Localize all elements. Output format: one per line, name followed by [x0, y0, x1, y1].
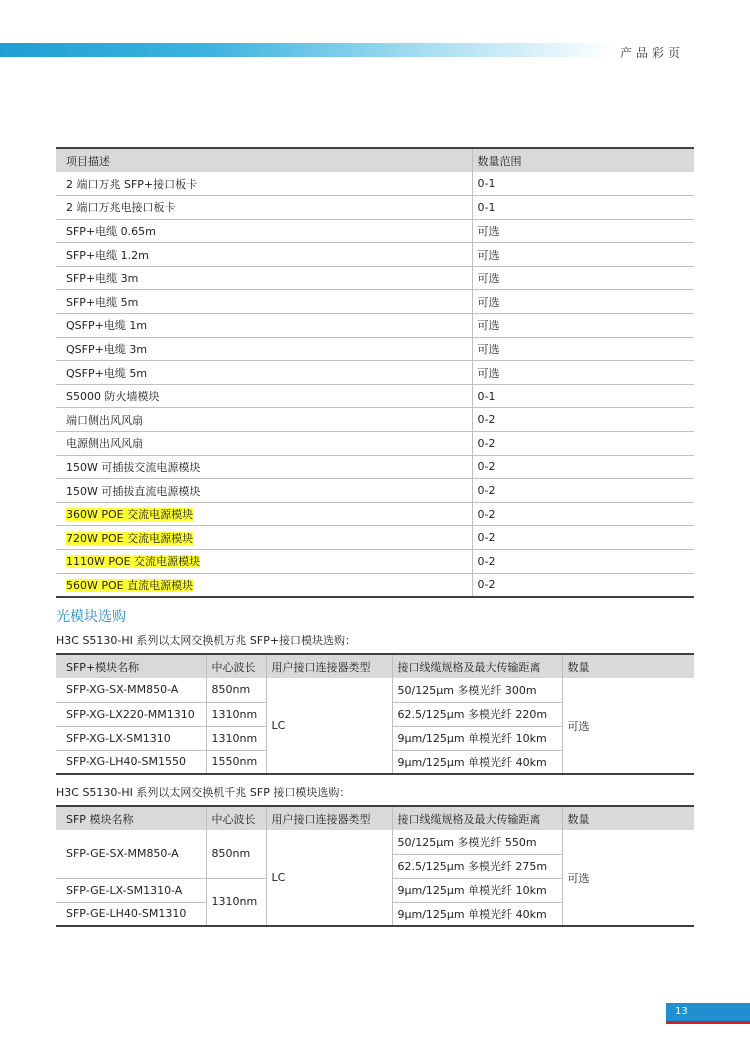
cable-spec: 50/125μm 多模光纤 550m: [392, 830, 562, 854]
item-quantity: 0-2: [477, 531, 496, 545]
header-gradient-bar: [0, 43, 615, 57]
table-row: [56, 830, 694, 854]
section-title-optical: 光模块选购: [56, 609, 126, 625]
cable-spec: 9μm/125μm 单模光纤 10km: [392, 878, 562, 902]
wavelength: 1550nm: [206, 750, 266, 774]
table-header-row: [56, 806, 694, 830]
item-description-text: 端口侧出风风扇: [66, 413, 143, 427]
table-header-row: [56, 148, 694, 172]
item-quantity: 可选: [477, 342, 500, 356]
cable-spec: 9μm/125μm 单模光纤 40km: [392, 902, 562, 926]
cable-spec: 62.5/125μm 多模光纤 275m: [392, 854, 562, 878]
item-description: [56, 526, 472, 550]
column-header-module: SFP 模块名称: [56, 806, 206, 830]
module-name: SFP-XG-SX-MM850-A: [56, 678, 206, 702]
module-name: SFP-XG-LX220-MM1310: [56, 702, 206, 726]
item-description-text: 电源侧出风风扇: [66, 437, 143, 451]
item-description: [56, 432, 472, 456]
item-description-text: SFP+电缆 3m: [66, 272, 139, 286]
item-description: [56, 408, 472, 432]
item-description: [56, 384, 472, 408]
item-quantity: 0-2: [477, 554, 496, 568]
wavelength: 1310nm: [206, 702, 266, 726]
item-quantity: 可选: [477, 272, 500, 286]
item-quantity: 0-1: [477, 389, 496, 403]
sfp-module-table: [56, 805, 694, 927]
table-row: [56, 337, 694, 361]
item-quantity: 0-2: [477, 413, 496, 427]
module-name: SFP-XG-LX-SM1310: [56, 726, 206, 750]
table-row: [56, 172, 694, 196]
item-description: [56, 266, 472, 290]
item-description-text: QSFP+电缆 1m: [66, 319, 148, 333]
item-quantity: 0-2: [477, 460, 496, 474]
wavelength: 850nm: [206, 678, 266, 702]
item-description: [56, 243, 472, 267]
table-row: [56, 243, 694, 267]
item-description-text: S5000 防火墙模块: [66, 390, 160, 404]
cable-spec: 62.5/125μm 多模光纤 220m: [392, 702, 562, 726]
item-quantity: 可选: [477, 319, 500, 333]
column-header-description: 项目描述: [56, 148, 472, 172]
module-name: SFP-XG-LH40-SM1550: [56, 750, 206, 774]
column-header-connector: 用户接口连接器类型: [266, 806, 392, 830]
item-description: [56, 196, 472, 220]
item-quantity: 0-2: [477, 436, 496, 450]
table-row: [56, 408, 694, 432]
item-description: [56, 219, 472, 243]
sfpplus-intro: H3C S5130-HI 系列以太网交换机万兆 SFP+接口模块选购：: [56, 634, 357, 647]
table-row: [56, 550, 694, 574]
item-quantity: 0-1: [477, 200, 496, 214]
table-row: [56, 266, 694, 290]
column-header-cable: 接口线缆规格及最大传输距离: [392, 806, 562, 830]
item-description-text: 2 端口万兆电接口板卡: [66, 201, 176, 215]
connector-type: LC: [266, 678, 392, 774]
page-number: 13: [675, 1006, 688, 1017]
item-description: [56, 314, 472, 338]
item-description-text: 150W 可插拔交流电源模块: [66, 460, 201, 474]
item-description-text: QSFP+电缆 5m: [66, 366, 148, 380]
table-row: [56, 455, 694, 479]
item-quantity: 可选: [477, 248, 500, 262]
wavelength: 1310nm: [206, 878, 266, 926]
table-row: [56, 479, 694, 503]
item-description-text: 360W POE 交流电源模块: [66, 508, 194, 522]
item-description: [56, 361, 472, 385]
table-row: [56, 290, 694, 314]
quantity: 可选: [562, 678, 694, 774]
item-quantity: 0-2: [477, 507, 496, 521]
item-quantity: 可选: [477, 224, 500, 238]
item-quantity: 可选: [477, 295, 500, 309]
column-header-quantity: 数量: [567, 660, 590, 674]
table-row: [56, 502, 694, 526]
sfpplus-module-table: [56, 653, 694, 775]
header-title: 产品彩页: [620, 46, 685, 60]
column-header-quantity: 数量范围: [477, 154, 522, 168]
table-row: [56, 314, 694, 338]
table-row: [56, 196, 694, 220]
wavelength: 850nm: [206, 830, 266, 878]
item-description: [56, 479, 472, 503]
module-name: SFP-GE-LX-SM1310-A: [56, 878, 206, 902]
quantity: 可选: [562, 830, 694, 926]
item-description-text: QSFP+电缆 3m: [66, 342, 148, 356]
sfp-intro: H3C S5130-HI 系列以太网交换机千兆 SFP 接口模块选购：: [56, 786, 351, 799]
column-header-connector: 用户接口连接器类型: [266, 654, 392, 678]
item-description-text: 720W POE 交流电源模块: [66, 531, 194, 545]
table-row: [56, 573, 694, 597]
column-header-wavelength: 中心波长: [206, 806, 266, 830]
cable-spec: 9μm/125μm 单模光纤 10km: [392, 726, 562, 750]
table-row: [56, 361, 694, 385]
item-description: [56, 290, 472, 314]
item-description-text: 560W POE 直流电源模块: [66, 578, 194, 592]
table-row: [56, 678, 694, 702]
item-quantity: 可选: [477, 366, 500, 380]
item-description: [56, 337, 472, 361]
table-row: [56, 432, 694, 456]
item-quantity: 0-2: [477, 484, 496, 498]
item-description-text: SFP+电缆 1.2m: [66, 248, 149, 262]
item-description-text: 2 端口万兆 SFP+接口板卡: [66, 177, 198, 191]
item-description: [56, 550, 472, 574]
item-description: [56, 502, 472, 526]
cable-spec: 50/125μm 多模光纤 300m: [392, 678, 562, 702]
item-quantity: 0-1: [477, 177, 496, 191]
column-header-quantity: 数量: [567, 812, 590, 826]
module-name: SFP-GE-LH40-SM1310: [56, 902, 206, 926]
table-header-row: [56, 654, 694, 678]
item-description: [56, 172, 472, 196]
table-row: [56, 526, 694, 550]
cable-spec: 9μm/125μm 单模光纤 40km: [392, 750, 562, 774]
item-quantity: 0-2: [477, 578, 496, 592]
page-number-accent: [666, 1021, 750, 1024]
column-header-module: SFP+模块名称: [56, 654, 206, 678]
item-description-text: SFP+电缆 5m: [66, 295, 139, 309]
table-row: [56, 384, 694, 408]
table-row: [56, 219, 694, 243]
column-header-wavelength: 中心波长: [206, 654, 266, 678]
item-description-text: 1110W POE 交流电源模块: [66, 555, 201, 569]
item-description-text: SFP+电缆 0.65m: [66, 224, 156, 238]
item-description: [56, 573, 472, 597]
item-description: [56, 455, 472, 479]
connector-type: LC: [266, 830, 392, 926]
wavelength: 1310nm: [206, 726, 266, 750]
module-name: SFP-GE-SX-MM850-A: [56, 830, 206, 878]
column-header-cable: 接口线缆规格及最大传输距离: [392, 654, 562, 678]
item-description-text: 150W 可插拔直流电源模块: [66, 484, 201, 498]
options-table: [56, 147, 694, 598]
